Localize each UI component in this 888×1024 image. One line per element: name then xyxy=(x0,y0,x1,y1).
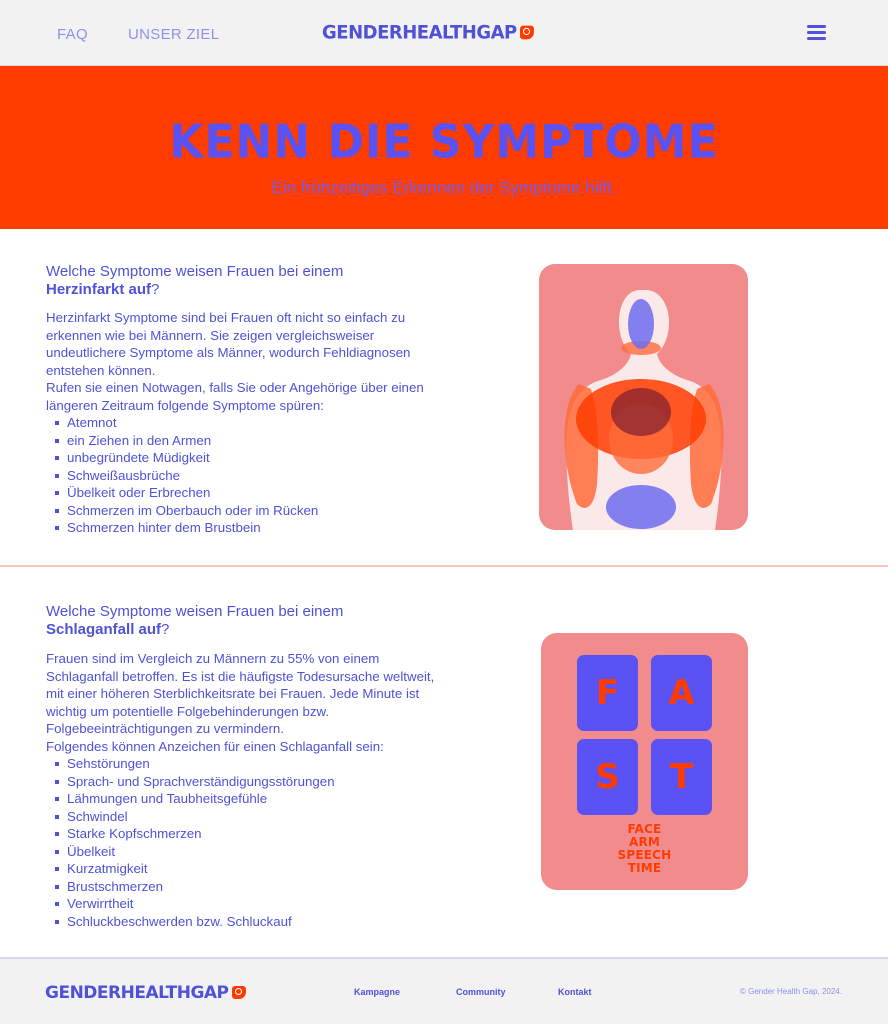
hamburger-icon[interactable] xyxy=(807,25,826,41)
list-item: Schmerzen im Oberbauch oder im Rücken xyxy=(46,502,446,520)
stroke-question xyxy=(46,603,343,639)
list-item: Schmerzen hinter dem Brustbein xyxy=(46,519,446,537)
fast-word-face: FACE xyxy=(627,822,662,836)
heart-attack-section xyxy=(0,229,888,567)
nav-link-unser-ziel[interactable]: UNSER ZIEL xyxy=(128,26,220,43)
fast-tile-t: T xyxy=(651,739,712,815)
fast-card xyxy=(541,633,748,890)
site-header xyxy=(0,0,888,66)
heart-question-suffix: ? xyxy=(151,281,160,298)
list-item: Übelkeit oder Erbrechen xyxy=(46,484,446,502)
stroke-paragraph-1: Frauen sind im Vergleich zu Männern zu 55% von einem Schlaganfall betroffen. Es ist die häufigste Todesursache weltweit, mit einer höheren Sterblichkeitsrate bei Frauen. Jede Minute ist wichtig um potentielle Folgebehinderungen bzw. Folgebeeinträchtigungen zu vermindern. xyxy=(46,651,435,736)
fast-word-arm: ARM xyxy=(628,835,661,849)
footer-link-kontakt[interactable]: Kontakt xyxy=(558,987,592,997)
list-item: Schluckbeschwerden bzw. Schluckauf xyxy=(46,913,446,931)
footer-logo-text: GENDERHEALTHGAP xyxy=(45,983,229,1003)
list-item: Übelkeit xyxy=(46,843,446,861)
list-item: Schwindel xyxy=(46,808,446,826)
footer-logo[interactable] xyxy=(45,983,246,1003)
list-item: Kurzatmigkeit xyxy=(46,860,446,878)
hero-subtitle: Ein frühzeitiges Erkennen der Symptome hilft. xyxy=(271,178,617,197)
heart-symptom-list xyxy=(46,414,446,537)
site-footer xyxy=(0,957,888,1024)
female-torso-illustration xyxy=(539,264,748,530)
heart-paragraph-2: Rufen sie einen Notwagen, falls Sie oder Angehörige über einen längeren Zeitraum folgende Symptome spüren: xyxy=(46,380,424,413)
list-item: Lähmungen und Taubheitsgefühle xyxy=(46,790,446,808)
site-logo[interactable] xyxy=(322,21,534,43)
list-item: Atemnot xyxy=(46,414,446,432)
heart-body xyxy=(46,309,446,537)
list-item: unbegründete Müdigkeit xyxy=(46,449,446,467)
footer-link-kampagne[interactable]: Kampagne xyxy=(354,987,401,997)
heart-paragraph-1: Herzinfarkt Symptome sind bei Frauen oft nicht so einfach zu erkennen wie bei Männern. Sie zeigen vergleichsweiser undeutlichere Symptome als Männer, wodurch Fehldiagnosen entstehen können. xyxy=(46,310,411,378)
heart-question-prefix: Welche Symptome weisen Frauen bei einem xyxy=(46,263,344,280)
stroke-section xyxy=(0,569,888,957)
stroke-paragraph-2: Folgendes können Anzeichen für einen Schlaganfall sein: xyxy=(46,738,384,754)
stroke-question-prefix: Welche Symptome weisen Frauen bei einem xyxy=(46,603,344,620)
list-item: ein Ziehen in den Armen xyxy=(46,432,446,450)
heart-question xyxy=(46,263,343,299)
female-symbol-icon xyxy=(232,986,246,999)
fast-word-time: TIME xyxy=(627,861,662,875)
fast-words xyxy=(541,823,748,875)
female-symbol-icon xyxy=(520,26,534,40)
stroke-body xyxy=(46,650,446,930)
hero-banner xyxy=(0,66,888,229)
fast-tile-a: A xyxy=(651,655,712,731)
logo-text: GENDERHEALTHGAP xyxy=(322,21,517,44)
fast-word-speech: SPEECH xyxy=(617,848,672,862)
footer-link-community[interactable]: Community xyxy=(456,987,506,997)
heart-question-bold: Herzinfarkt auf xyxy=(46,281,152,298)
stroke-question-bold: Schlaganfall auf xyxy=(46,621,162,638)
stroke-symptom-list xyxy=(46,755,446,930)
stroke-question-suffix: ? xyxy=(161,621,170,638)
list-item: Schweißausbrüche xyxy=(46,467,446,485)
list-item: Brustschmerzen xyxy=(46,878,446,896)
nav-link-faq[interactable]: FAQ xyxy=(57,26,88,43)
footer-copyright: © Gender Health Gap, 2024. xyxy=(740,987,842,996)
list-item: Verwirrtheit xyxy=(46,895,446,913)
hero-title: KENN DIE SYMPTOME xyxy=(169,115,719,170)
list-item: Starke Kopfschmerzen xyxy=(46,825,446,843)
list-item: Sehstörungen xyxy=(46,755,446,773)
list-item: Sprach- und Sprachverständigungsstörungen xyxy=(46,773,446,791)
fast-tile-s: S xyxy=(577,739,638,815)
fast-tile-f: F xyxy=(577,655,638,731)
